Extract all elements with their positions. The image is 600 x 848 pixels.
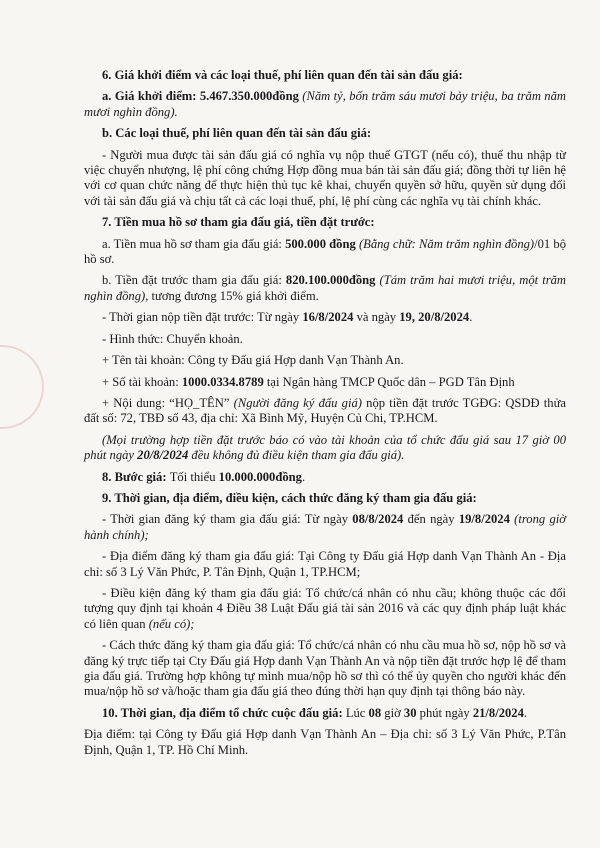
registration-method: - Cách thức đăng ký tham gia đấu giá: Tổ chức/cá nhân có nhu cầu mua hồ sơ, nộp hồ sơ và đăng ký trực tiếp tại Cty Đấu giá Hợp danh Vạn Thành An và nộp tiền đặt trước hợp lệ để tham gia đấu giá. Trường hợp không tự mình mua/nộp hồ sơ thì có thể ủy quyền cho người khác đến mua/nộp hồ sơ và/hoặc tham gia đấu giá theo đúng thời hạn quy định tại thông báo này. — [84, 638, 566, 699]
registration-time: - Thời gian đăng ký tham gia đấu giá: Từ ngày 08/8/2024 đến ngày 19/8/2024 (trong giờ hành chính); — [84, 512, 566, 542]
section-10: 10. Thời gian, địa điểm tổ chức cuộc đấu giá: Lúc 08 giờ 30 phút ngày 21/8/2024. — [102, 705, 528, 720]
section-7a: a. Tiền mua hồ sơ tham gia đấu giá: 500.000 đồng (Bằng chữ: Năm trăm nghìn đồng)/01 bộ hồ sơ. — [84, 236, 566, 267]
section-6b-heading: b. Các loại thuế, phí liên quan đến tài sản đấu giá: — [102, 126, 372, 141]
account-name: + Tên tài khoản: Công ty Đấu giá Hợp danh Vạn Thành An. — [102, 353, 404, 368]
deposit-time: - Thời gian nộp tiền đặt trước: Từ ngày 16/8/2024 và ngày 19, 20/8/2024. — [102, 310, 473, 325]
section-7b: b. Tiền đặt trước tham gia đấu giá: 820.100.000đồng (Tám trăm hai mươi triệu, một trăm nghìn đồng), tương đương 15% giá khởi điểm. — [84, 273, 566, 303]
section-6b-text: - Người mua được tài sản đấu giá có nghĩa vụ nộp thuế GTGT (nếu có), thuế thu nhập từ việc chuyển nhượng, lệ phí công chứng Hợp đồng mua bán tài sản đấu giá; đồng thời tự liên hệ với cơ quan chức năng để thực hiện thủ tục kê khai, chuyển quyền sở hữu, quyền sử dụng đối với tài sản đấu giá và chịu tất cả các loại thuế, phí, lệ phí cùng các nghĩa vụ tài chính khác. — [84, 147, 566, 208]
section-8: 8. Bước giá: Tối thiểu 10.000.000đồng. — [102, 469, 306, 484]
auction-place: Địa điểm: tại Công ty Đấu giá Hợp danh Vạn Thành An – Địa chỉ: số 3 Lý Văn Phức, P.Tân Định, Quận 1, TP. Hồ Chí Minh. — [84, 727, 566, 757]
transfer-content: + Nội dung: “HỌ_TÊN” (Người đăng ký đấu giá) nộp tiền đặt trước TGĐG: QSDĐ thửa đất số: 72, TBĐ số 43, địa chỉ: Xã Bình Mỹ, Huyện Củ Chi, TP.HCM. — [84, 395, 567, 426]
account-number: + Số tài khoản: 1000.0334.8789 tại Ngân hàng TMCP Quốc dân – PGD Tân Định — [102, 374, 515, 389]
section-7-heading: 7. Tiền mua hồ sơ tham gia đấu giá, tiền đặt trước: — [102, 215, 375, 230]
section-6-heading: 6. Giá khởi điểm và các loại thuế, phí liên quan đến tài sản đấu giá: — [102, 68, 463, 82]
registration-conditions: - Điều kiện đăng ký tham gia đấu giá: Tổ chức/cá nhân có nhu cầu; không thuộc các đối tượng quy định tại khoản 4 Điều 38 Luật Đấu giá tài sản 2016 và các quy định pháp luật khác có liên quan (nếu có); — [84, 585, 566, 631]
stamp-mark — [0, 345, 44, 429]
deposit-form: - Hình thức: Chuyển khoản. — [102, 331, 243, 346]
document-body — [84, 68, 566, 764]
section-6a: a. Giá khởi điểm: 5.467.350.000đồng (Năm tỷ, bốn trăm sáu mươi bảy triệu, ba trăm năm mươi nghìn đồng). — [84, 89, 566, 119]
deposit-note: (Mọi trường hợp tiền đặt trước báo có vào tài khoản của tổ chức đấu giá sau 17 giờ 00 phút ngày 20/8/2024 đều không đủ điều kiện tham gia đấu giá). — [84, 432, 566, 463]
registration-place: - Địa điểm đăng ký tham gia đấu giá: Tại Công ty Đấu giá Hợp danh Vạn Thành An - Địa chỉ: số 3 Lý Văn Phức, P. Tân Định, Quận 1, TP.HCM; — [84, 549, 566, 579]
section-9-heading: 9. Thời gian, địa điểm, điều kiện, cách thức đăng ký tham gia đấu giá: — [102, 490, 477, 505]
